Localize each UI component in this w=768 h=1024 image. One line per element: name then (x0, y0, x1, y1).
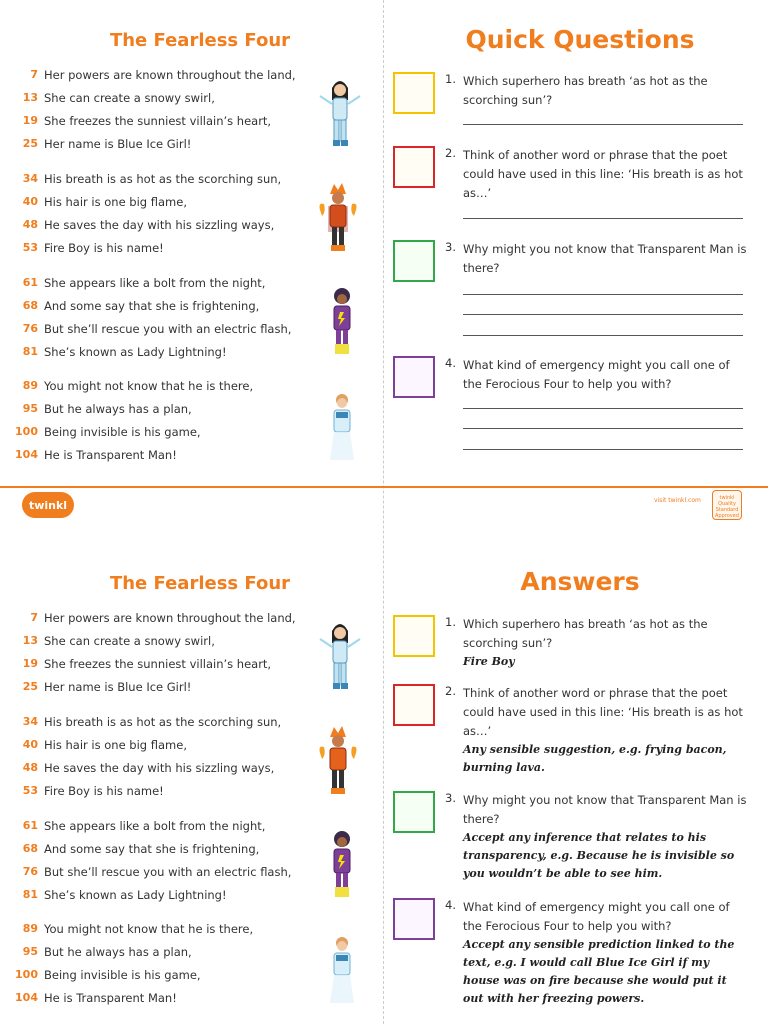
answer-line[interactable] (463, 408, 743, 409)
quality-badge: twinkl Quality Standard Approved (712, 490, 742, 520)
worksheet-answers: The Fearless Four Answers 7 Her powers are known throughout the land, 13 She can create a snowy swirl, 19 She freezes the sunniest villain’s heart, 25 Her name is Blue Ice Girl! 34 His breath is as hot as the scorching sun, 40 His hair is one big flame, 48 He saves the day with his sizzling ways, 53 Fire Boy is his name! 61 She appears like a bolt from the night, 68 And some say that she is frightening, 76 But she’ll rescue you with an electric flash, 81 She’s known as Lady Lightning! 89 You might not know that he is there, 95 But he always has a plan, 100 Being invisible is his game, 104 He is Transparent Man! 1. Which superhero has breath ‘as hot as the scorching sun’? Fire Boy 2. Think of another word or phrase that the poet could have used in this line: ‘His breath is as hot as…’ Any sensible suggestion, e.g. frying bacon, burning lava. 3. Why might you not know that Transparent Man is there? Accept any inference that relates to his transparency, e.g. Because he is invisible so you wouldn’t be able to see him. 4. What kind of emergency might you call one of the Ferocious Four to help you with? Accept any sensible prediction linked to the text, e.g. I would call Blue Ice Girl if my house was on fire because she would put it out with her freezing powers. (0, 545, 768, 1024)
footer-divider (0, 486, 768, 488)
crystal-ball-dog-icon (393, 898, 435, 940)
answer-line[interactable] (463, 218, 743, 219)
poem-title: The Fearless Four (109, 30, 291, 51)
poem-line: 89 You might not know that he is there, (22, 378, 254, 393)
blue-ice-girl-illustration (318, 74, 362, 150)
poem-line: 53 Fire Boy is his name! (22, 240, 164, 255)
stanza-2 (0, 167, 320, 259)
poem-line: 19 She freezes the sunniest villain’s heart, (22, 113, 272, 128)
answer-line[interactable] (463, 428, 743, 429)
poem-line: 7 Her powers are known throughout the land, (30, 610, 296, 625)
answer-line[interactable] (463, 124, 743, 125)
answer-line[interactable] (463, 294, 743, 295)
poem-line: 81 She’s known as Lady Lightning! (22, 887, 227, 902)
crystal-ball-dog-icon (393, 356, 435, 398)
poem-line: 19 She freezes the sunniest villain’s heart, (22, 656, 272, 671)
stanza-3 (0, 271, 320, 363)
detective-dog-icon (393, 72, 435, 114)
blue-ice-girl-illustration (318, 617, 362, 693)
poem-line: 34 His breath is as hot as the scorching sun, (22, 714, 282, 729)
stanza-4 (0, 917, 320, 1009)
fire-boy-illustration (316, 725, 360, 801)
poem-line: 34 His breath is as hot as the scorching sun, (22, 171, 282, 186)
answer-line[interactable] (463, 314, 743, 315)
poem-line: 76 But she’ll rescue you with an electric flash, (22, 864, 292, 879)
twinkl-logo: twinkl (22, 492, 74, 518)
reading-dog-icon (393, 146, 435, 188)
stanza-4 (0, 374, 320, 466)
poem-line: 13 She can create a snowy swirl, (22, 90, 215, 105)
poem-line: 48 He saves the day with his sizzling ways, (22, 760, 275, 775)
stanza-1 (0, 606, 320, 698)
poem-line: 68 And some say that she is frightening, (22, 298, 260, 313)
lady-lightning-illustration (320, 827, 364, 903)
poem-line: 104 He is Transparent Man! (15, 447, 177, 462)
answer-line[interactable] (463, 335, 743, 336)
stanza-2 (0, 710, 320, 802)
answer-text: Accept any sensible prediction linked to the text, e.g. I would call Blue Ice Girl if my house was on fire because she would put it out with her freezing powers. (463, 938, 735, 1005)
poem-line: 95 But he always has a plan, (22, 401, 192, 416)
answer-text: Any sensible suggestion, e.g. frying bacon, burning lava. (463, 743, 727, 774)
poem-line: 104 He is Transparent Man! (15, 990, 177, 1005)
reading-dog-icon (393, 684, 435, 726)
visit-link[interactable]: visit twinkl.com (654, 497, 701, 504)
worksheet-questions: The Fearless Four Quick Questions 7 Her powers are known throughout the land, 13 She can create a snowy swirl, 19 She freezes the sunniest villain’s heart, 25 Her name is Blue Ice Girl! 34 His breath is as hot as the scorching sun, 40 His hair is one big flame, 48 He saves the day with his sizzling ways, 53 Fire Boy is his name! 61 She appears like a bolt from the night, 68 And some say that she is frightening, 76 But she’ll rescue you with an electric flash, 81 She’s known as Lady Lightning! 89 You might not know that he is there, 95 But he always has a plan, 100 Being invisible is his game, 104 He is Transparent Man! 1. Which superhero has breath ‘as hot as the scorching sun’? 2. Think of another word or phrase that the poet could have used in this line: ‘His breath is as hot as…’ 3. Why might you not know that Transparent Man is there? 4. What kind of emergency might you call one of the Ferocious Four to help you with? twinkl visit twinkl.com twinkl Quality Standard Approved (0, 0, 768, 488)
answer-line[interactable] (463, 449, 743, 450)
magnifier-dog-icon (393, 240, 435, 282)
poem-line: 68 And some say that she is frightening, (22, 841, 260, 856)
poem-line: 25 Her name is Blue Ice Girl! (22, 136, 192, 151)
answer-text: Fire Boy (463, 655, 515, 668)
poem-line: 13 She can create a snowy swirl, (22, 633, 215, 648)
poem-line: 81 She’s known as Lady Lightning! (22, 344, 227, 359)
answers-title: Answers (520, 567, 640, 596)
poem-line: 100 Being invisible is his game, (15, 967, 201, 982)
poem-line: 61 She appears like a bolt from the night, (22, 818, 266, 833)
transparent-man-illustration (320, 390, 364, 466)
poem-line: 40 His hair is one big flame, (22, 737, 187, 752)
answer-text: Accept any inference that relates to his transparency, e.g. Because he is invisible so you wouldn’t be able to see him. (463, 831, 735, 880)
poem-line: 48 He saves the day with his sizzling ways, (22, 217, 275, 232)
poem-title: The Fearless Four (109, 573, 291, 594)
poem-line: 7 Her powers are known throughout the land, (30, 67, 296, 82)
poem-line: 95 But he always has a plan, (22, 944, 192, 959)
poem-line: 100 Being invisible is his game, (15, 424, 201, 439)
poem-line: 76 But she’ll rescue you with an electric flash, (22, 321, 292, 336)
transparent-man-illustration (320, 933, 364, 1009)
detective-dog-icon (393, 615, 435, 657)
quick-questions-title: Quick Questions (465, 25, 695, 54)
poem-line: 25 Her name is Blue Ice Girl! (22, 679, 192, 694)
poem-line: 61 She appears like a bolt from the night, (22, 275, 266, 290)
poem-line: 89 You might not know that he is there, (22, 921, 254, 936)
stanza-3 (0, 814, 320, 906)
stanza-1 (0, 63, 320, 155)
magnifier-dog-icon (393, 791, 435, 833)
fire-boy-illustration (316, 182, 360, 258)
lady-lightning-illustration (320, 284, 364, 360)
poem-line: 53 Fire Boy is his name! (22, 783, 164, 798)
poem-line: 40 His hair is one big flame, (22, 194, 187, 209)
